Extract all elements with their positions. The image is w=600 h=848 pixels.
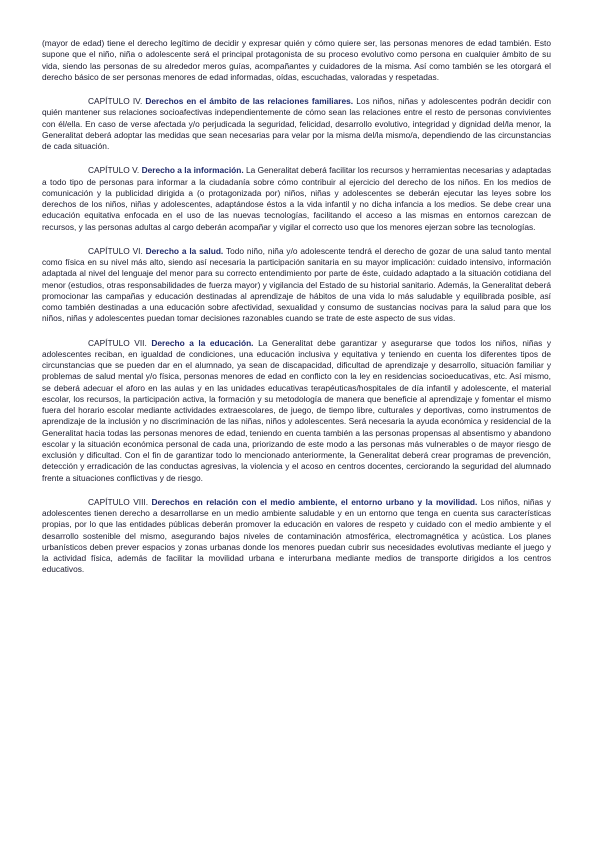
chapter-number: CAPÍTULO VII. [88, 337, 147, 348]
paragraph-body: La Generalitat debe garantizar y asegurarse que todos los niños, niñas y adolescentes reciban, en igualdad de condiciones, una educación inclusiva y equitativa y teniendo en cuenta los diferentes tipos de circunstancias que se pueden dar en el alumnado, ya sean de discapacidad, dificultad de aprendizaje y desarrollo, situación familiar y problemas de salud mental y/o física, personas menores de edad en conflicto con la ley en residencias socioeducativas, etc. Así mismo, se deberá adecuar el aforo en las aulas y en las unidades educativas terapéuticas/hospitales de día infantil y adolescente, el material escolar, los recursos, la participación activa, la formación y su metodología de manera que beneficie al aprendizaje y fomentar el mismo fuera del horario escolar mediante actividades extraescolares, de juego, de tiempo libre, culturales y deportivas, como instrumentos de aprendizaje de la inclusión y no discriminación de las niñas, niños y adolescentes. Será necesaria la ayuda económica y residencial de la Generalitat hacia todas las personas menores de edad, teniendo en cuenta también a las personas propensas al absentismo y abandono escolar y la situación económica personal de cada una, priorizando de este modo a las personas más vulnerables o de mayor riesgo de exclusión y dificultad. Con el fin de garantizar todo lo mencionado anteriormente, la Generalitat deberá crear programas de prevención, detección y erradicación de las conductas agresivas, la violencia y el acoso en centros docentes, cerciorando la seguridad del alumnado frente a situaciones conflictivas y de riesgo. [42, 337, 551, 483]
chapter-iv-paragraph [42, 96, 551, 152]
chapter-vi-paragraph [42, 246, 551, 325]
chapter-title: Derecho a la información. [141, 165, 244, 176]
paragraph-body: Todo niño, niña y/o adolescente tendrá el derecho de gozar de una salud tanto mental como física en su nivel más alto, siendo así necesaria la participación sanitaria en su mayor implicación: cuidado intensivo, información adaptada al nivel del lenguaje del menor para su correcto entendimiento por parte de éste, cuidado adaptado a la situación cotidiana del menor (estudios, otras responsabilidades de fuerza mayor) y vigilancia del Estado de su historial sanitario. Además, la Generalitat deberá promocionar las campañas y educación destinadas al aprendizaje de hábitos de una vida lo más saludable y equilibrada posible, así como también destinadas a una educación sobre afectividad, sexualidad y consumo de sustancias nocivas para la salud para que los niños, niñas y adolescentes puedan tomar decisiones razonables cuando se trate de este aspecto de sus vidas. [42, 245, 551, 324]
paragraph-body: La Generalitat deberá facilitar los recursos y herramientas necesarias y adaptadas a todo tipo de personas para informar a la ciudadanía sobre cómo contribuir al ejercicio del derecho de los niños. En los medios de comunicación y la publicidad dirigida a (o protagonizada por) niños, niñas y adolescentes se deberán ejecutar las leyes sobre los derechos de los niños, niñas y adolescentes, adaptándose éstos a la vida infantil y no dicha infancia a los medios. Se debe crear una educación equitativa enfocada en el uso de las nuevas tecnologías, facilitando el acceso a las mismas en entornos carezcan de recursos, y las personas adultas al cargo deberán acompañar y vigilar el correcto uso que los menores ejerzan sobre las tecnologías. [42, 165, 551, 232]
chapter-number: CAPÍTULO VI. [88, 245, 143, 256]
chapter-title: Derecho a la salud. [145, 245, 224, 256]
chapter-v-paragraph [42, 165, 551, 233]
intro-paragraph [42, 38, 551, 83]
paragraph-body: Los niños, niñas y adolescentes tienen derecho a desarrollarse en un medio ambiente saludable y en un entorno que tenga en cuenta sus características propias, por lo que las entidades públicas deberán promover la educación en valores de respeto y cuidado con el medio ambiente y el desarrollo sostenible del mismo, asegurando bajos niveles de contaminación atmosférica, electromagnética y acústica. Los planes urbanísticos deben prever espacios y zonas urbanas donde los menores puedan cubrir sus necesidades evolutivas mediante el juego y la actividad física, además de facilitar la movilidad urbana e interurbana mediante medios de transporte dirigidos a los centros educativos. [42, 496, 551, 575]
paragraph-body: (mayor de edad) tiene el derecho legítimo de decidir y expresar quién y cómo quiere ser, las personas menores de edad también. Esto supone que el niño, niña o adolescente será el principal protagonista de su proceso evolutivo como persona en cualquier ámbito de su vida, siendo las personas de su alrededor meros guías, acompañantes y cuidadores de la misma. Así como también se les otorgará el derecho básico de ser personas menores de edad informadas, oídas, escuchadas, valoradas y respetadas. [42, 38, 551, 82]
chapter-vii-paragraph [42, 338, 551, 484]
paragraph-body: Los niños, niñas y adolescentes podrán decidir con quién mantener sus relaciones socioafectivas independientemente de cómo sean las relaciones entre el resto de personas convivientes con él/ella. En caso de verse afectada y/o perjudicada la seguridad, felicidad, desarrollo evolutivo, integridad y dignidad del/la menor, la Generalitat deberá adoptar las medidas que sean necesarias para velar por la misma del/la mismo/a, dependiendo de las circunstancias de cada situación. [42, 96, 551, 151]
chapter-viii-paragraph [42, 497, 551, 576]
chapter-number: CAPÍTULO IV. [88, 96, 143, 106]
chapter-title: Derechos en el ámbito de las relaciones familiares. [145, 96, 354, 106]
chapter-title: Derechos en relación con el medio ambiente, el entorno urbano y la movilidad. [151, 496, 478, 507]
chapter-title: Derecho a la educación. [151, 337, 254, 348]
chapter-number: CAPÍTULO VIII. [88, 496, 149, 507]
chapter-number: CAPÍTULO V. [88, 165, 140, 176]
